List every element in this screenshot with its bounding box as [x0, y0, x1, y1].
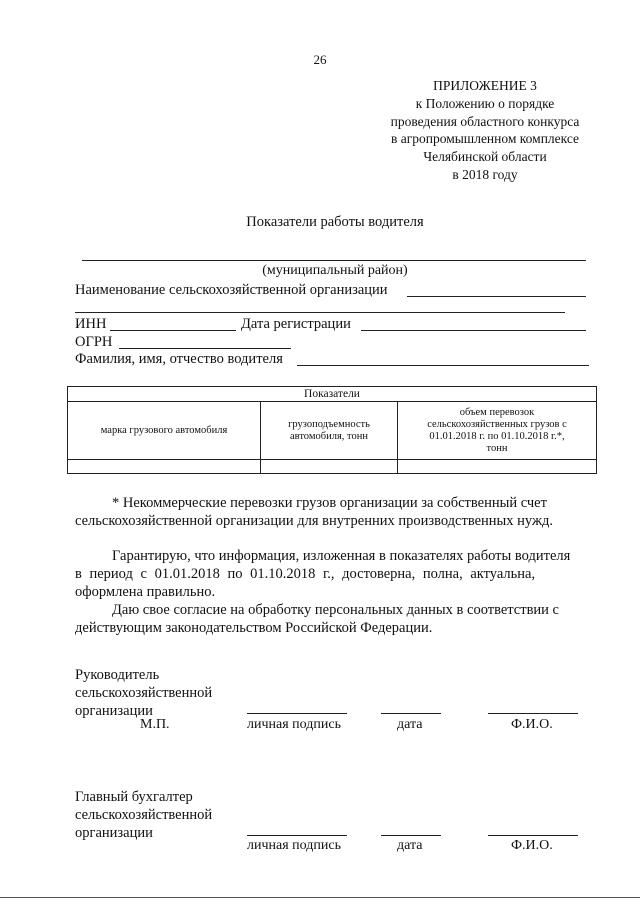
inn-field[interactable] [110, 330, 236, 331]
guarantee-line-1: Гарантирую, что информация, изложенная в показателях работы водителя [112, 548, 571, 564]
org-name-field[interactable] [407, 296, 586, 297]
col-volume-line-4: тонн [486, 442, 508, 454]
guarantee-line-2: в период с 01.01.2018 по 01.10.2018 г., достоверна, полна, актуальна, [75, 566, 536, 582]
table-group-header: Показатели [68, 387, 597, 402]
footnote-line-2: сельскохозяйственной организации для внутренних производственных нужд. [75, 513, 553, 529]
consent-line-1: Даю свое согласие на обработку персональных данных в соответствии с [112, 602, 559, 618]
col-capacity-line-2: автомобиля, тонн [290, 430, 368, 442]
cell-truck-brand[interactable] [68, 460, 261, 474]
indicators-table [67, 386, 597, 474]
table-header-row [68, 387, 597, 402]
head-title-line-1: Руководитель [75, 667, 160, 683]
head-date-field[interactable] [381, 713, 441, 714]
appendix-line-2: к Положению о порядке [415, 96, 555, 111]
scan-edge-line [0, 897, 640, 898]
document-title: Показатели работы водителя [246, 214, 424, 230]
appendix-line-5: Челябинской области [423, 149, 547, 164]
accountant-title-line-3: организации [75, 825, 153, 841]
col-volume-line-2: сельскохозяйственных грузов с [427, 418, 567, 430]
reg-date-field[interactable] [361, 330, 586, 331]
reg-date-label: Дата регистрации [241, 316, 351, 332]
accountant-title-line-2: сельскохозяйственной [75, 807, 213, 823]
org-name-field-continued[interactable] [75, 312, 565, 313]
municipal-district-label: (муниципальный район) [262, 263, 408, 278]
driver-name-field[interactable] [297, 365, 589, 366]
head-fio-label: Ф.И.О. [511, 717, 553, 732]
municipal-district-field[interactable] [82, 260, 586, 261]
footnote-line-1: * Некоммерческие перевозки грузов организации за собственный счет [112, 495, 547, 511]
appendix-line-3: проведения областного конкурса [390, 114, 580, 129]
appendix-line-1: ПРИЛОЖЕНИЕ 3 [433, 78, 537, 93]
accountant-signature-label: личная подпись [247, 838, 341, 853]
col-volume-line-1: объем перевозок [459, 406, 535, 418]
guarantee-line-3: оформлена правильно. [75, 584, 216, 600]
col-volume-line-3: 01.01.2018 г. по 01.10.2018 г.*, [429, 430, 565, 442]
accountant-date-label: дата [397, 838, 423, 853]
appendix-line-6: в 2018 году [452, 167, 518, 182]
table-row [68, 460, 597, 474]
accountant-title-line-1: Главный бухгалтер [75, 789, 193, 805]
ogrn-field[interactable] [119, 348, 291, 349]
page-number: 26 [313, 52, 327, 67]
col-capacity-line-1: грузоподъемность [288, 418, 370, 430]
head-signature-field[interactable] [247, 713, 347, 714]
cell-volume[interactable] [398, 460, 597, 474]
col-volume-header [398, 402, 597, 460]
org-name-label: Наименование сельскохозяйственной организации [75, 282, 388, 298]
head-signature-label: личная подпись [247, 717, 341, 732]
col-capacity-header [261, 402, 398, 460]
head-fio-field[interactable] [488, 713, 578, 714]
col-truck-brand-text: марка грузового автомобиля [100, 424, 228, 436]
col-truck-brand-header [68, 402, 261, 460]
accountant-fio-label: Ф.И.О. [511, 838, 553, 853]
appendix-line-4: в агропромышленном комплексе [390, 131, 580, 146]
consent-line-2: действующим законодательством Российской Федерации. [75, 620, 433, 636]
inn-label: ИНН [75, 316, 107, 332]
accountant-fio-field[interactable] [488, 835, 578, 836]
cell-capacity[interactable] [261, 460, 398, 474]
accountant-date-field[interactable] [381, 835, 441, 836]
ogrn-label: ОГРН [75, 334, 113, 350]
table-column-header-row [68, 402, 597, 460]
head-title-line-2: сельскохозяйственной [75, 685, 213, 701]
head-date-label: дата [397, 717, 423, 732]
driver-name-label: Фамилия, имя, отчество водителя [75, 351, 283, 367]
stamp-label: М.П. [140, 717, 170, 732]
accountant-signature-field[interactable] [247, 835, 347, 836]
head-title-line-3: организации [75, 703, 153, 719]
